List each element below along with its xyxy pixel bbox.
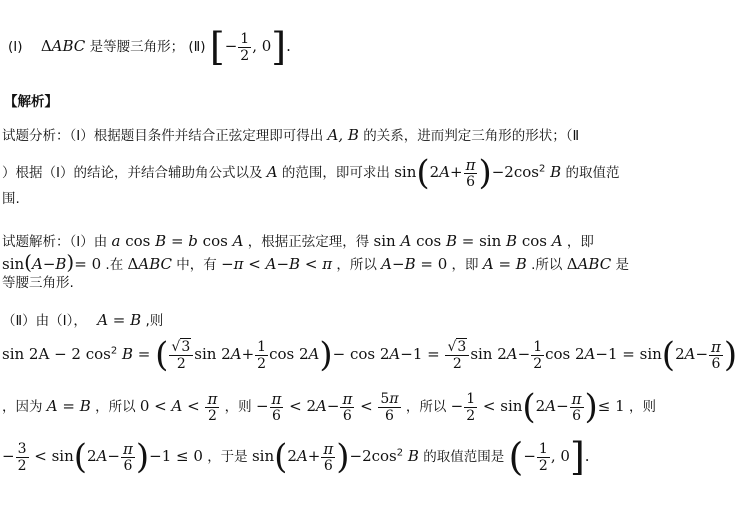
part2-line-4: − $\frac{3}{2}$ < sin(2A− $\frac{\pi}{6}$ )−1 ≤ 0 ，于是 sin(2A+ $\frac{\pi}{6}$ )$-2\cos^2$ B 的取值范围是 (− $\frac{1}{2}$ , 0].: [2, 435, 590, 479]
part1-text: 是等腰三角形；: [89, 39, 185, 55]
analysis-line-3: 围.: [2, 191, 20, 207]
answer-line: (Ⅰ) ΔABC 是等腰三角形； (Ⅱ) [− $\frac{1}{2}$ , 0].: [8, 25, 291, 69]
analysis-line-2: ）根据（Ⅰ）的结论，并结合辅助角公式以及 A 的范围，即可求出 sin(2A+ $\frac{\pi}{6}$ )$-2\cos^2$ B 的取值范: [2, 153, 620, 193]
solution-line-2: sin(A−B)= 0 .在 ΔABC 中，有 −π < A−B < π ，所以 A−B = 0 ，即 A = B .所以 ΔABC 是: [2, 250, 629, 274]
part2-line-1: （Ⅱ）由（Ⅰ）， A = B ,则: [2, 311, 164, 329]
part1-label: (Ⅰ): [8, 39, 23, 55]
part2-line-2: sin 2A − 2 $\cos^2 B$ = ( $\frac{√3}{2}$ sin 2A+ $\frac{1}{2}$ cos 2A)− cos 2A−1 = $\frac{√3}{2}$ sin 2A− $\frac{1}{2}$ cos 2A−1 = sin(2A− $\frac{\pi}{6}$ ): [2, 335, 737, 375]
solution-line-1: 试题解析：（Ⅰ）由 a cos B = b cos A ，根据正弦定理，得 sin A cos B = sin B cos A ，即: [2, 232, 594, 250]
part2-line-3: ，因为 A = B ，所以 0 < A < $\frac{\pi}{2}$ ，则 − $\frac{\pi}{6}$ < 2A− $\frac{\pi}{6}$ < $\frac{5\pi}{6}$ ，所以 − $\frac{1}{2}$ < sin(2A− $\frac{\pi}{6}$ )≤ 1 ，则: [2, 387, 656, 427]
analysis-line-1: 试题分析：（Ⅰ）根据题目条件并结合正弦定理即可得出 A, B 的关系，进而判定三角形的形状；（Ⅱ: [2, 126, 580, 144]
part2-label: (Ⅱ): [188, 39, 206, 55]
section-heading: 【解析】: [4, 94, 58, 110]
solution-line-3: 等腰三角形.: [2, 275, 74, 291]
